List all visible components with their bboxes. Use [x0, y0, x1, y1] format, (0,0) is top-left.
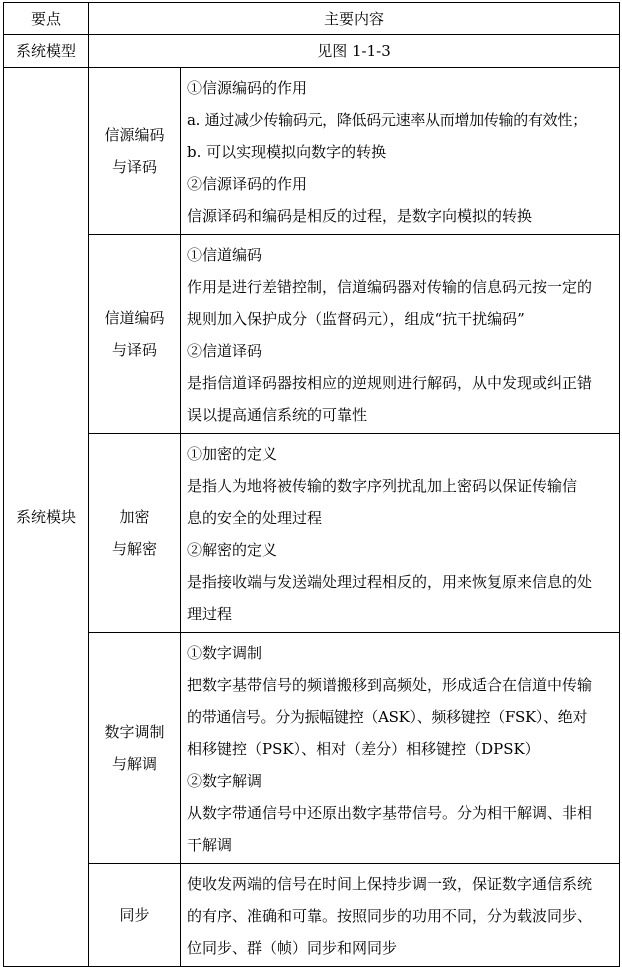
content-line: 的有序、准确和可靠。按照同步的功用不同，分为载波同步、 — [187, 907, 593, 925]
module-content-channel-coding — [181, 235, 620, 434]
system-model-row — [4, 35, 620, 68]
system-model-label: 系统模型 — [4, 35, 89, 68]
content-line: 规则加入保护成分（监督码元），组成“抗干扰编码” — [187, 310, 525, 328]
module-label-line: 与解密 — [111, 540, 157, 558]
content-line: ①信源编码的作用 — [187, 79, 308, 97]
content-line: 的带通信号。分为振幅键控（ASK）、频移键控（FSK）、绝对 — [187, 708, 588, 726]
content-line: ②解密的定义 — [187, 541, 278, 559]
module-label-line: 数字调制 — [104, 723, 165, 741]
content-line: 是指接收端与发送端处理过程相反的，用来恢复原来信息的处 — [187, 573, 593, 591]
header-key-points: 要点 — [4, 3, 89, 35]
module-content-source-coding — [181, 68, 620, 235]
module-label-line: 信道编码 — [104, 309, 165, 327]
module-label-line: 与译码 — [111, 158, 157, 176]
module-label-line: 与译码 — [111, 341, 157, 359]
module-label-modulation — [89, 633, 181, 864]
content-line: 干解调 — [187, 836, 233, 854]
content-line: a. 通过减少传输码元，降低码元速率从而增加传输的有效性； — [187, 111, 587, 129]
module-label-channel-coding — [89, 235, 181, 434]
content-line: 信源译码和编码是相反的过程，是数字向模拟的转换 — [187, 207, 533, 225]
module-content-modulation — [181, 633, 620, 864]
module-label-line: 加密 — [119, 508, 150, 526]
content-line: 误以提高通信系统的可靠性 — [187, 406, 368, 424]
content-line: ①数字调制 — [187, 644, 263, 662]
content-line: 从数字带通信号中还原出数字基带信号。分为相干解调、非相 — [187, 804, 593, 822]
system-model-content: 见图 1-1-3 — [89, 35, 620, 68]
content-line: ②数字解调 — [187, 772, 263, 790]
content-line: 是指信道译码器按相应的逆规则进行解码，从中发现或纠正错 — [187, 374, 593, 392]
header-main-content: 主要内容 — [89, 3, 620, 35]
module-label-source-coding — [89, 68, 181, 235]
content-line: b. 可以实现模拟向数字的转换 — [187, 143, 387, 161]
module-row-sync — [4, 864, 620, 967]
content-line: 作用是进行差错控制，信道编码器对传输的信息码元按一定的 — [187, 278, 593, 296]
module-row-source-coding — [4, 68, 620, 235]
content-line: ①信道编码 — [187, 246, 263, 264]
content-line: 是指人为地将被传输的数字序列扰乱加上密码以保证传输信 — [187, 477, 578, 495]
content-line: 把数字基带信号的频谱搬移到高频处，形成适合在信道中传输 — [187, 676, 593, 694]
module-label-line: 信源编码 — [104, 126, 165, 144]
content-line: 相移键控（PSK）、相对（差分）相移键控（DPSK） — [187, 740, 540, 758]
system-modules-label: 系统模块 — [4, 68, 89, 967]
module-label-encryption — [89, 434, 181, 633]
content-line: ②信源译码的作用 — [187, 175, 308, 193]
content-line: ②信道译码 — [187, 342, 263, 360]
module-label-line: 同步 — [119, 906, 150, 924]
module-content-sync — [181, 864, 620, 967]
content-line: 理过程 — [187, 605, 233, 623]
content-line: 位同步、群（帧）同步和网同步 — [187, 939, 398, 957]
content-line: 使收发两端的信号在时间上保持步调一致，保证数字通信系统 — [187, 875, 593, 893]
content-line: ①加密的定义 — [187, 445, 278, 463]
module-row-encryption — [4, 434, 620, 633]
module-label-line: 与解调 — [111, 755, 157, 773]
module-row-modulation — [4, 633, 620, 864]
module-label-sync — [89, 864, 181, 967]
content-line: 息的安全的处理过程 — [187, 509, 323, 527]
module-row-channel-coding — [4, 235, 620, 434]
summary-table — [3, 2, 620, 967]
module-content-encryption — [181, 434, 620, 633]
header-row — [4, 3, 620, 35]
